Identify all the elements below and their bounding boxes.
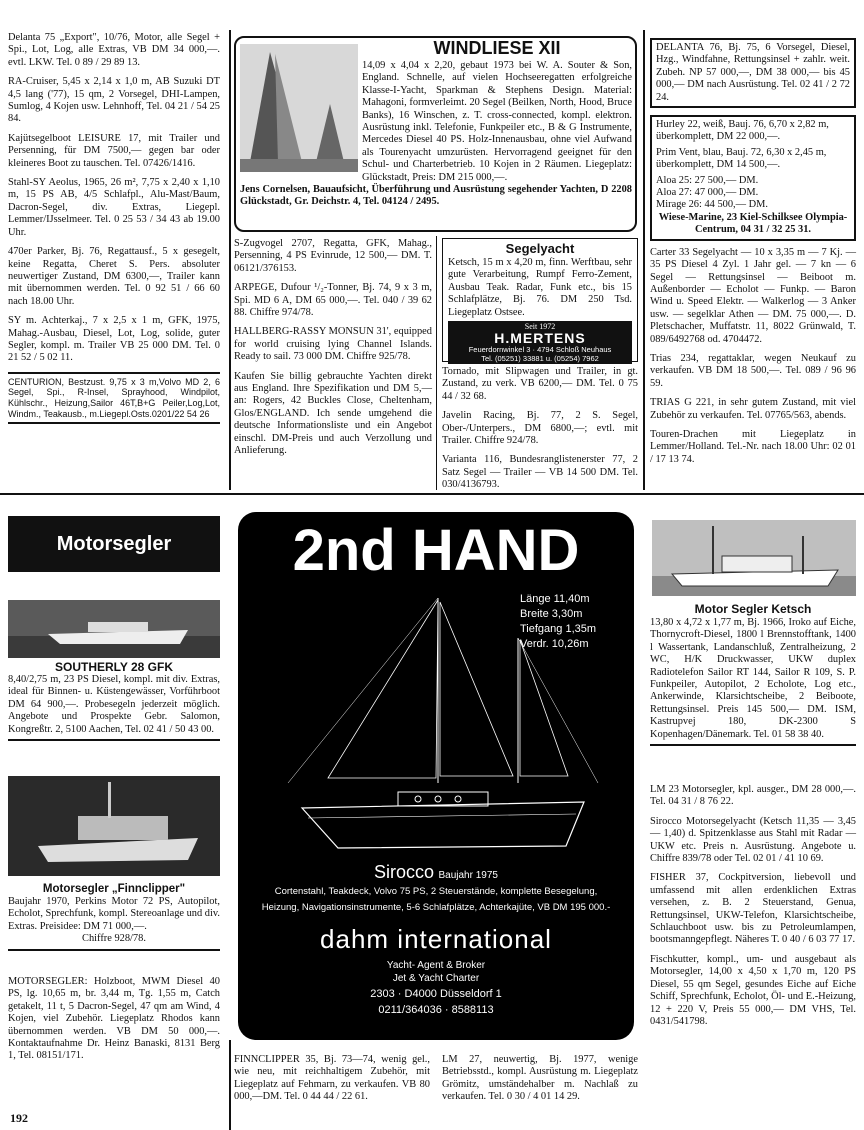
second-hand-title: 2nd HAND — [292, 518, 580, 583]
boat-name-line — [238, 862, 634, 883]
boat-name: Sirocco — [374, 862, 435, 882]
segelyacht-content — [448, 241, 632, 364]
ad-text: Aloa 27: 47 000,— DM. — [656, 187, 759, 199]
ketsch-photo — [652, 520, 856, 596]
section-divider — [0, 493, 864, 495]
segelyacht-text: Ketsch, 15 m x 4,20 m, finn. Werftbau, sehr gute Verarbeitung, Rumpf Ferro-Zement, Ausbau Teak. Radar, Funk etc., bis 15 Schlafplätze, Bj. 76. DM 250 Tsd. Liegeplatz Ostsee. — [448, 257, 632, 318]
finnclipper35-ad: FINNCLIPPER 35, Bj. 73—74, wenig gel., wie neu, mit reichhaltigem Zubehör, mit Liegeplatz auf Fehmarn, zu verkaufen. VB 80 000,—DM. Tel. 0 44 44 / 22 61. — [234, 1054, 430, 1103]
ketsch-text: 13,80 x 4,72 x 1,77 m, Bj. 1966, Iroko auf Eiche, Thornycroft-Diesel, 1800 l Brennstofftank, 1400 l Wassertank, Landanschluß, Zentralheizung, 2 WC, H/K Druckwasser, UKW duplex Radiotelefon Sailor RT 144, Sailor R 109, S. P. Funkpeiler, Autopilot, 2 Echolote, Log etc., Ankerwinde, Klarsichtscheibe, 2 Beiboote, Rettungsinsel. Preis 145 500,— DM. ISM, Kastrupvej 180, DK-2300 S Kopenhagen/Dänemark. Tel. 01 58 38 40. — [650, 617, 856, 740]
ad-text: Javelin Racing, Bj. 77, 2 S. Segel, Ober-/Unterpers., DM 6800,—; evtl. mit Trailer. Chiffre 924/78. — [442, 410, 638, 447]
segelyacht-title: Segelyacht — [505, 241, 575, 256]
spec-displacement: Verdr. 10,26m — [520, 638, 589, 650]
ad-text: Aloa 25: 27 500,— DM. — [656, 174, 759, 186]
finnclipper-text: Baujahr 1970, Perkins Motor 72 PS, Autopilot, Echolot, Sprechfunk, kompl. Stereoanlage und div. Extras. Preisidee: DM 71 000,—. — [8, 896, 220, 932]
ad-text: Delanta 75 „Export", 10/76, Motor, alle Segel + Spi., Lot, Log, alle Extras, VB DM 34 000,—. evtl. LKW. Tel. 0 89 / 29 89 13. — [8, 32, 220, 68]
windliese-title: WINDLIESE XII — [433, 38, 561, 58]
ad-text: Mirage 26: 44 500,— DM. — [656, 199, 768, 211]
logo-phone: Tel. (05251) 33881 u. (05254) 7962 — [481, 353, 599, 363]
ad-text: S-Zugvogel 2707, Regatta, GFK, Mahag., Persenning, 4 PS Evinrude, 12 500,— DM. T. 06121/376153. — [234, 238, 432, 274]
classified-ad — [8, 315, 220, 365]
hull-drawing — [298, 788, 588, 858]
company-address: 2303 · D4000 Düsseldorf 1 — [370, 988, 502, 1000]
ad-text: DELANTA 76, Bj. 75, 6 Vorsegel, Diesel, Hzg., Windfahne, Rettungsinsel + zahlr. weit. Zubeh. NP 57 000,—, DM 38 000,— bis 45 000,— DM nach Ausrüstung. Tel. 02 41 / 2 72 24. — [656, 42, 850, 103]
ad-text: Trias 234, regattaklar, wegen Neukauf zu verkaufen. VB DM 18 500,—. Tel. 089 / 96 96 59. — [650, 352, 856, 389]
logo-name: H.MERTENS — [494, 330, 586, 347]
mertens-logo — [448, 321, 632, 364]
column-4-top — [650, 38, 856, 473]
ad-text: Wiese-Marine, 23 Kiel-Schilksee Olympia-Centrum, 04 31 / 32 25 31. — [658, 211, 848, 236]
company-name: dahm international — [320, 924, 552, 954]
ad-text: Stahl-SY Aeolus, 1965, 26 m², 7,75 x 2,40 x 1,10 m, 15 PS AB, 4/5 Schlafpl., Alu-Mast/Baum, Dacron-Segel, div. Extras, Liegepl. Lemmer/IJsselmeer. Tel. 0 25 53 / 34 43 ab 19.00 Uhr. — [8, 177, 220, 238]
ad-text: Kaufen Sie billig gebrauchte Yachten direkt aus England. Ihre Spezifikation und DM 5,— an: Rogers, 42 Buckles Close, Cheltenham, Glos/ENGLAND. Ich sende umgehend die deutsche Informationsliste und ein Angebot einschl. DM-Preis und auch Verzollung und Anlieferung. — [234, 370, 432, 457]
company-sub-2: Jet & Yacht Charter — [392, 973, 480, 984]
ad-text: Hurley 22, weiß, Bauj. 76, 6,70 x 2,82 m, überkomplett, DM 22 000,—. — [656, 119, 829, 143]
ad-text: FISHER 37, Cockpitversion, liebevoll und umfassend mit allen erdenklichen Extras versehen, z. B. 2 Steuerstand, Genua, Rettungsinsel, UKW-Telefon, Klarsichtscheibe, Schlauchboot usw. bis zu Petroleumlampen, bootsmanngepflegt. Näheres T. 0 40 / 6 03 77 17. — [650, 872, 856, 946]
motorsegler-holz-ad: MOTORSEGLER: Holzboot, MWM Diesel 40 PS, lg. 10,65 m, br. 3,44 m, Tg. 1,55 m, Catch getakelt, 11 t, 5 Dacron-Segel, 47 qm am Wind, 4 Kojen, viel Zubehör. Liegeplatz Rhodos kann übernommen werden. VB DM 50 000,—. Kontaktaufnahme Dr. Heinz Banaski, 8131 Berg 1, Tel. 08151/171. — [8, 976, 220, 1062]
ad-text: ARPEGE, Dufour ¹/₂-Tonner, Bj. 74, 9 x 3 m, Spi. MD 6 A, DM 65 000,—. Tel. 040 / 39 62 88. Chiffre 974/78. — [234, 282, 432, 319]
classified-ad — [8, 133, 220, 170]
page-number: 192 — [10, 1111, 28, 1125]
column-rule-2 — [436, 236, 437, 490]
southerly-ad — [8, 660, 220, 741]
classified-ad — [8, 177, 220, 239]
windliese-body — [240, 60, 632, 209]
spec-width: Breite 3,30m — [520, 608, 583, 620]
classified-ad — [8, 32, 220, 69]
spec-length: Länge 11,40m — [520, 593, 590, 605]
boat-desc-2: Heizung, Navigationsinstrumente, 5-6 Schlafplätze, Achterkajüte, VB DM 195 000.- — [261, 902, 611, 913]
windliese-text: 14,09 x 4,04 x 2,20, gebaut 1973 bei W. A. Souter & Son, England. Schnelle, auf vielen Hochseeregatten erfolgreiche Klasse-I-Yacht, Sparkman & Stephens Design. Material: Mahagoni, formverleimt. 20 Segel (Beilken, North, Hood, Bruce Banks), 16 Winschen, z. T. cross-connected, kompl. elektron. Ausrüstung inkl. Telefonie, Funkpeiler etc., B & G Instrumente, Mercedes Diesel 40 PS. Holz-Innenausbau, ohne viel Aufwand als Tourenyacht umzurüsten. Hervorragend geeignet für den Schul- und Charterbetrieb. 10 Kojen in 2 Räumen. Liegeplatz: Glückstadt, Preis: DM 215 000,—. — [362, 60, 632, 183]
second-hand-ad — [238, 512, 634, 1040]
ad-text: TRIAS G 221, in sehr gutem Zustand, mit viel Zubehör zu verkaufen. Tel. 07765/563, abends. — [650, 397, 856, 421]
specs — [520, 592, 596, 652]
column-2-mid — [234, 238, 432, 465]
column-rule-1 — [229, 30, 231, 490]
logo-since: Seit 1972 — [524, 322, 556, 332]
column-1-top — [8, 32, 220, 431]
ad-text: HALLBERG-RASSY MONSUN 31', equipped for world cruising lying Channel Islands. Ready to sail. 73 000 DM. Chiffre 925/78. — [234, 326, 432, 363]
southerly-text: 8,40/2,75 m, 23 PS Diesel, kompl. mit div. Extras, ideal für Binnen- u. Küstengewässer, Vorführboot DM 64 900,—. Probesegeln jederzeit möglich. Angebote und Prospekte Gebr. Salomon, Kongreßtr. 2, 5100 Aachen, Tel. 02 41 / 50 43 00. — [8, 674, 220, 735]
ad-text: LM 23 Motorsegler, kpl. ausger., DM 28 000,—. Tel. 04 31 / 8 76 22. — [650, 784, 856, 808]
finnclipper-photo — [8, 776, 220, 876]
ketsch-title: Motor Segler Ketsch — [694, 602, 812, 616]
ad-text: Carter 33 Segelyacht — 10 x 3,35 m — 7 Kj. — 35 PS Diesel 4 Zyl. 1 Jahr gel. — 7 kn — 6 Segel — Rettungsinsel — Beiboot m. Außenborder — Echolot — Funkp. — Baron Wind u. Speed Elektr. — Walkerlog — 3 Anker usw. — segelklar Athen — DM. 75 000,—. D. Pletschacher, Muffatstr. 11, 8022 Grünwald, T. 089/6492768 od. 4704472. — [650, 246, 856, 345]
ad-text: RA-Cruiser, 5,45 x 2,14 x 1,0 m, AB Suzuki DT 4,5 lang ('77), 15 qm, 2 Vorsegel, DHI-Lampen, Sumlog, 4 Kojen usw. Lehnhoff, Tel. 04 21 / 54 25 84. — [8, 76, 220, 125]
finnclipper-chiffre: Chiffre 928/78. — [82, 933, 146, 945]
ad-text: Fischkutter, kompl., um- und ausgebaut als Motorsegler, 14,00 x 4,50 x 1,70 m, 120 PS Diesel, 55 qm Segel, gesundes Eiche auf Eiche Schiff, Sprechfunk, Echolot, Öl- und E.-Heizung, 12 + 220 V, Preis 55 000,— DM VHS, Tel. 0431/541798. — [650, 953, 856, 1027]
company-sub-1: Yacht- Agent & Broker — [386, 960, 486, 971]
ad-text: 470er Parker, Bj. 76, Regattausf., 5 x gesegelt, keine Regatta, Cheret S. Pers. absoluter neuwertiger Zustand, DM 6300,—, Trailer kann mit übernommen werden. Tel. 0 92 51 / 66 60 nach 18.00 Uhr. — [8, 246, 220, 307]
section-banner: Motorsegler — [8, 516, 220, 572]
ad-text: CENTURION, Bestzust. 9,75 x 3 m,Volvo MD 2, 6 Segel, Spi., R-Insel, Sprayhood, Windpilot, Kühlschr., Heizung,Sailor 46T,B+G Peiler,Log,Lot, Windm., Teakausb., m.Liegepl.Osts.0201/22 54 26 — [8, 376, 220, 419]
logo-address: Feuerdornwinkel 3 · 4794 Schloß Neuhaus — [468, 345, 612, 355]
classified-ad-centurion — [8, 372, 220, 424]
finnclipper-ad — [8, 882, 220, 951]
classified-ad — [8, 246, 220, 308]
ad-text: Tornado, mit Slipwagen und Trailer, in gt. Zustand, zu verk. VB 6200,— DM. Tel. 0 75 44 / 32 68. — [442, 366, 638, 402]
lm27-ad: LM 27, neuwertig, Bj. 1977, wenige Betriebsstd., kompl. Ausrüstung m. Liegeplatz Grömitz, umständehalber m. Nachlaß zu verkaufen. Tel. 0 30 / 4 01 14 29. — [442, 1054, 638, 1103]
ad-text: Touren-Drachen mit Liegeplatz in Lemmer/Holland. Tel.-Nr. nach 18.00 Uhr: 02 01 / 17 13 74. — [650, 428, 856, 465]
ad-text: Varianta 116, Bundesranglistenerster 77, 2 Satz Segel — Trailer — VB 14 500 DM. Tel. 030/4136793. — [442, 454, 638, 491]
boat-desc-1: Cortenstahl, Teakdeck, Volvo 75 PS, 2 Steuerstände, komplette Besegelung, — [274, 886, 598, 897]
ad-text: Kajütsegelboot LEISURE 17, mit Trailer und Persenning, für DM 7500,— gegen bar oder kleineres Boot zu tauschen. Tel. 07426/1416. — [8, 132, 220, 169]
ad-text: Sirocco Motorsegelyacht (Ketsch 11,35 — 3,45 — 1,40) d. Spitzenklasse aus Stahl mit Radar — UKW etc. Preis n. Ausrüstung. Angebote u. Chiffre 839/78 oder Tel. 02 01 / 41 10 69. — [650, 815, 856, 865]
boat-year: Baujahr 1975 — [438, 870, 498, 881]
column-rule-3 — [643, 30, 645, 490]
classified-ad — [8, 76, 220, 126]
windliese-contact: Jens Cornelsen, Bauaufsicht, Überführung und Ausrüstung segehender Yachten, D 2208 Glückstadt, Gr. Deichstr. 4, Tel. 04124 / 2495. — [240, 184, 632, 208]
column-4-bottom — [650, 784, 856, 1035]
southerly-title: SOUTHERLY 28 GFK — [54, 660, 174, 674]
spec-draft: Tiefgang 1,35m — [520, 623, 597, 635]
ad-text: SY m. Achterkaj., 7 x 2,5 x 1 m, GFK, 1975, Mahag.-Ausbau, Diesel, Lot, Log, solide, guter Segler, kompl. m. Trailer VB 25 000 DM. Tel. 0 21 52 / 5 02 11. — [8, 315, 220, 364]
column-rule-left-bottom — [229, 1040, 231, 1130]
ketsch-ad — [650, 602, 856, 746]
southerly-photo — [8, 600, 220, 658]
company-phone: 0211/364036 · 8588113 — [378, 1004, 494, 1016]
column-3-mid — [442, 366, 638, 499]
finnclipper-title: Motorsegler „Finnclipper" — [42, 883, 186, 895]
ad-text: Prim Vent, blau, Bauj. 72, 6,30 x 2,45 m, überkomplett, DM 14 500,—. — [656, 146, 827, 171]
